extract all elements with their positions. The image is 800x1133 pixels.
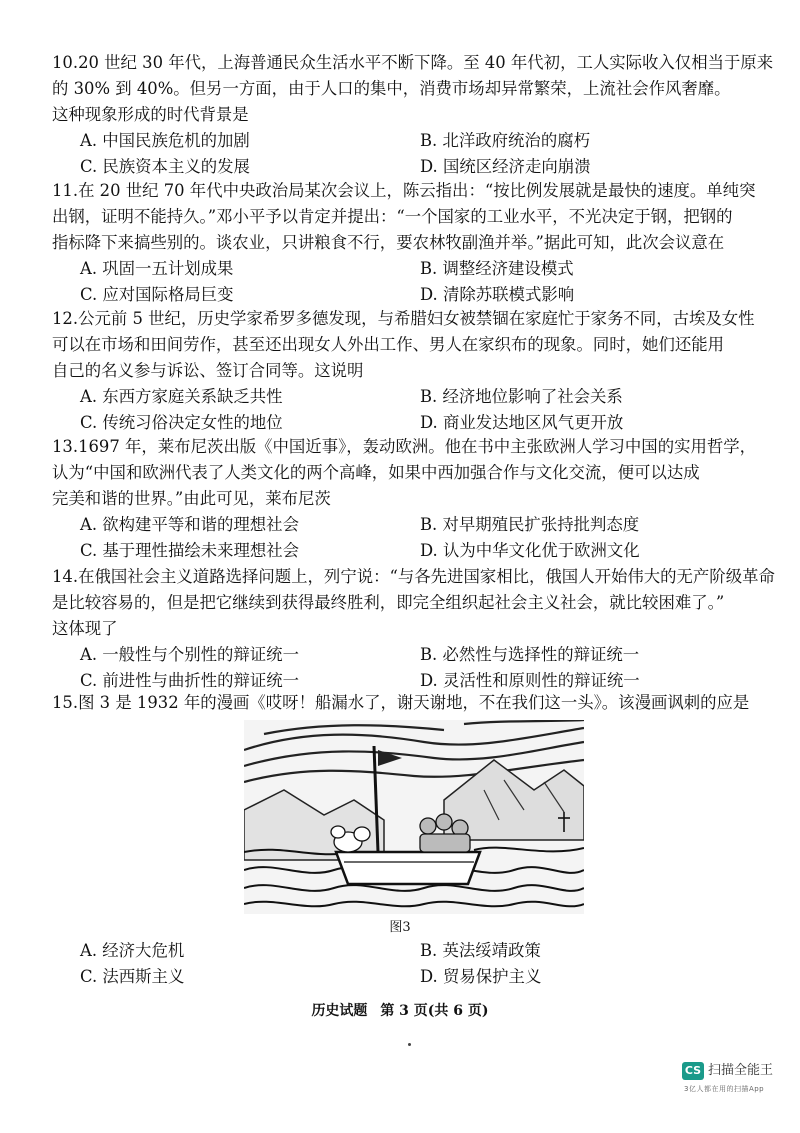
option-b: B. 对早期殖民扩张持批判态度 xyxy=(420,515,640,534)
stem-line: 自己的名义参与诉讼、签订合同等。这说明 xyxy=(52,361,364,380)
question-stem xyxy=(52,306,755,384)
question-number: 13. xyxy=(52,437,79,456)
stem-line: 图 3 是 1932 年的漫画《哎呀！船漏水了，谢天谢地，不在我们这一头》。该漫画讽刺的应是 xyxy=(78,693,750,712)
options xyxy=(52,128,752,180)
option-c: C. 法西斯主义 xyxy=(80,967,185,986)
question-14 xyxy=(52,564,775,694)
leaking-boat-cartoon-icon xyxy=(244,720,584,914)
option-a: A. 经济大危机 xyxy=(80,941,185,960)
question-number: 11. xyxy=(52,181,79,200)
stem-line: 可以在市场和田间劳作，甚至还出现女人外出工作、男人在家织布的现象。同时，她们还能用 xyxy=(52,335,725,354)
option-b: B. 英法绥靖政策 xyxy=(420,941,541,960)
option-c: C. 基于理性描绘未来理想社会 xyxy=(80,541,300,560)
option-b: B. 经济地位影响了社会关系 xyxy=(420,387,623,406)
scanner-slogan: 3亿人都在用的扫描App xyxy=(684,1085,765,1093)
question-11 xyxy=(52,178,756,308)
option-d: D. 灵活性和原则性的辩证统一 xyxy=(420,671,640,690)
question-number: 12. xyxy=(52,309,79,328)
stem-line: 的 30% 到 40%。但另一方面，由于人口的集中，消费市场却异常繁荣，上流社会作风奢靡。 xyxy=(52,79,731,98)
option-d: D. 国统区经济走向崩溃 xyxy=(420,157,591,176)
cs-logo-icon: CS xyxy=(682,1062,704,1080)
option-d: D. 清除苏联模式影响 xyxy=(420,285,575,304)
question-13 xyxy=(52,434,757,564)
footer-subject: 历史试题 xyxy=(311,1003,368,1019)
question-12 xyxy=(52,306,755,436)
footer-page-number: 第 3 页(共 6 页) xyxy=(380,1003,489,1019)
stem-line: 在俄国社会主义道路选择问题上，列宁说：“与各先进国家相比，俄国人开始伟大的无产阶级革命 xyxy=(78,567,775,586)
option-d: D. 贸易保护主义 xyxy=(420,967,542,986)
question-stem xyxy=(52,434,757,512)
option-a: A. 中国民族危机的加剧 xyxy=(80,131,250,150)
question-stem xyxy=(52,178,756,256)
question-15 xyxy=(52,690,752,716)
stem-line: 20 世纪 30 年代，上海普通民众生活水平不断下降。至 40 年代初，工人实际收入仅相当于原来 xyxy=(78,53,774,72)
question-stem xyxy=(52,690,752,716)
option-a: A. 一般性与个别性的辩证统一 xyxy=(80,645,299,664)
stem-line: 1697 年，莱布尼茨出版《中国近事》，轰动欧洲。他在书中主张欧洲人学习中国的实用哲学， xyxy=(78,437,757,456)
scanner-watermark xyxy=(682,1062,792,1098)
option-b: B. 调整经济建设模式 xyxy=(420,259,574,278)
stem-line: 出钢，证明不能持久。”邓小平予以肯定并提出：“一个国家的工业水平，不光决定于钢，把钢的 xyxy=(52,207,733,226)
option-b: B. 北洋政府统治的腐朽 xyxy=(420,131,590,150)
option-a: A. 欲构建平等和谐的理想社会 xyxy=(80,515,299,534)
scan-speck xyxy=(408,1043,411,1046)
stem-line: 这体现了 xyxy=(52,619,118,638)
stem-line: 完美和谐的世界。”由此可见，莱布尼茨 xyxy=(52,489,331,508)
scanner-app-name: 扫描全能王 xyxy=(708,1063,774,1078)
stem-line: 认为“中国和欧洲代表了人类文化的两个高峰，如果中西加强合作与文化交流，便可以达成 xyxy=(52,463,700,482)
option-a: A. 东西方家庭关系缺乏共性 xyxy=(80,387,283,406)
page-footer xyxy=(0,1000,800,1020)
option-c: C. 前进性与曲折性的辩证统一 xyxy=(80,671,300,690)
options xyxy=(52,642,752,694)
stem-line: 指标降下来搞些别的。谈农业，只讲粮食不行，要农林牧副渔并举。”据此可知，此次会议意在 xyxy=(52,233,725,252)
option-c: C. 应对国际格局巨变 xyxy=(80,285,234,304)
option-b: B. 必然性与选择性的辩证统一 xyxy=(420,645,640,664)
cartoon-figure xyxy=(244,720,584,914)
options xyxy=(52,256,752,308)
stem-line: 是比较容易的，但是把它继续到获得最终胜利，即完全组织起社会主义社会，就比较困难了。” xyxy=(52,593,725,612)
options xyxy=(52,938,752,990)
question-number: 14. xyxy=(52,567,79,586)
question-number: 15. xyxy=(52,693,79,712)
option-c: C. 传统习俗决定女性的地位 xyxy=(80,413,283,432)
stem-line: 公元前 5 世纪，历史学家希罗多德发现，与希腊妇女被禁锢在家庭忙于家务不同，古埃及女性 xyxy=(78,309,755,328)
question-number: 10. xyxy=(52,53,79,72)
option-a: A. 巩固一五计划成果 xyxy=(80,259,234,278)
question-stem xyxy=(52,564,775,642)
options xyxy=(52,512,752,564)
stem-line: 在 20 世纪 70 年代中央政治局某次会议上，陈云指出：“按比例发展就是最快的速度。单纯突 xyxy=(78,181,756,200)
option-c: C. 民族资本主义的发展 xyxy=(80,157,250,176)
question-10 xyxy=(52,50,774,180)
option-d: D. 商业发达地区风气更开放 xyxy=(420,413,624,432)
stem-line: 这种现象形成的时代背景是 xyxy=(52,105,249,124)
options xyxy=(52,384,752,436)
figure-caption: 图3 xyxy=(389,920,411,935)
option-d: D. 认为中华文化优于欧洲文化 xyxy=(420,541,640,560)
question-15-options xyxy=(52,938,752,990)
question-stem xyxy=(52,50,774,128)
